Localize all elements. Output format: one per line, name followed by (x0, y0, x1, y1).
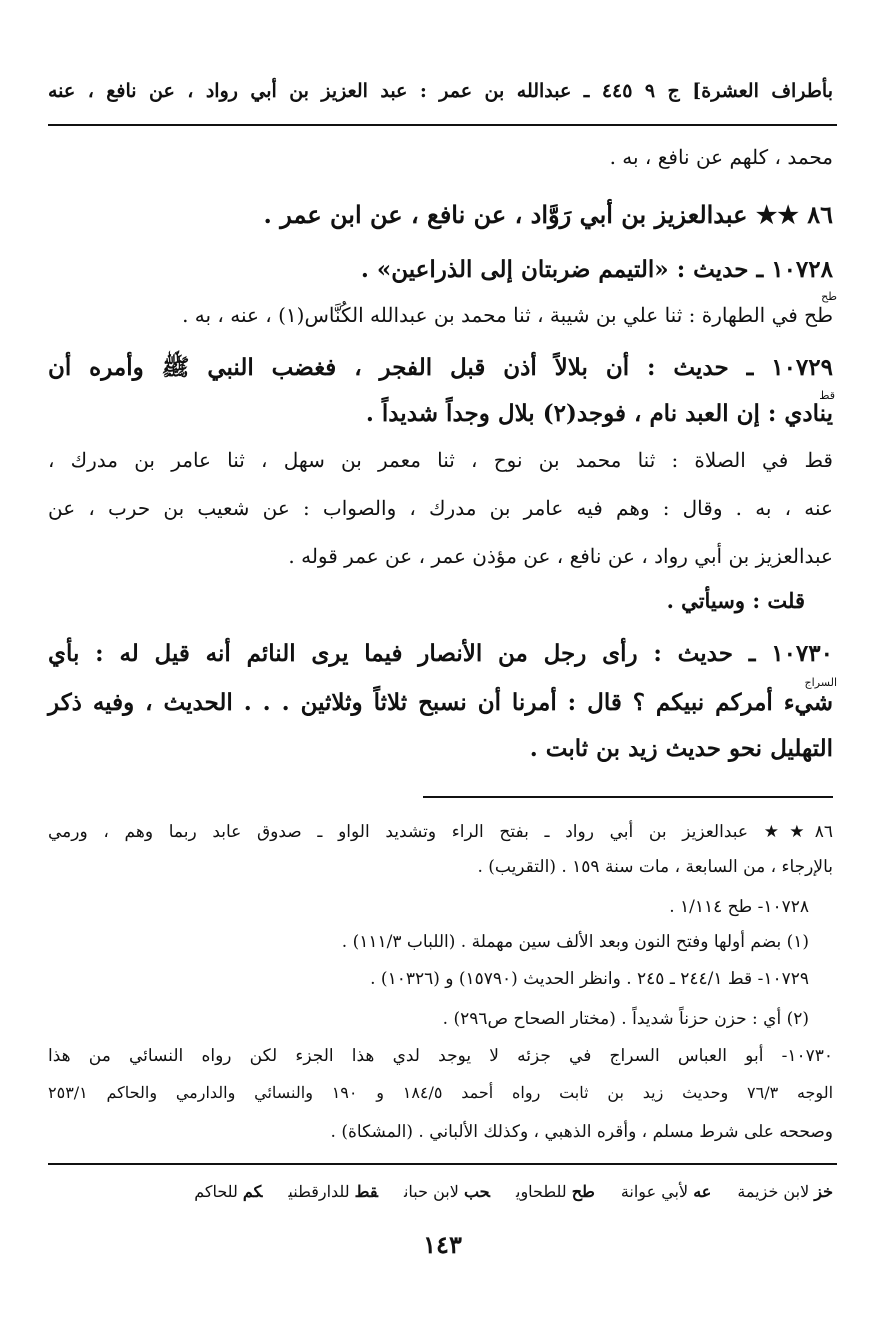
footer-rule (48, 1163, 837, 1165)
abbreviation-abu-awana: عه لأبي عوانة (620, 1182, 712, 1201)
margin-siglum: قط (819, 389, 835, 402)
hadith-text: شيء أمركم نبيكم ؟ قال : أمرنا أن نسبح ثلاثاً وثلاثين . . . الحديث ، وفيه ذكر (48, 689, 833, 716)
hadith-text: التهليل نحو حديث زيد بن ثابت . (529, 735, 833, 762)
hadith-heading: ١٠٧٢٨ ـ حديث : «التيمم ضربتان إلى الذراعين» . (360, 256, 833, 283)
footnote-line: ١٠٧٢٩- قط ٢٤٤/١ ـ ٢٤٥ . وانظر الحديث (١٥٧٩٠) و (١٠٣٢٦) . (370, 969, 809, 989)
abbreviation-ibn-hibban: حب لابن حبان (403, 1182, 490, 1201)
header-rule (48, 124, 837, 126)
narrator-heading: ٨٦ ★★ عبدالعزيز بن أبي رَوَّاد ، عن نافع ، عن ابن عمر . (263, 200, 833, 229)
body-line: قط في الصلاة : ثنا محمد بن نوح ، ثنا معمر بن سهل ، ثنا عامر بن مدرك ، (48, 448, 833, 472)
body-line: عنه ، به . وقال : وهم فيه عامر بن مدرك ، والصواب : عن شعيب بن حرب ، عن (48, 496, 833, 520)
running-header: بأطراف العشرة] ج ٩ ٤٤٥ ـ عبدالله بن عمر : عبد العزيز بن أبي رواد ، عن نافع ، عنه (48, 80, 833, 102)
footnote-line: ١٠٧٣٠- أبو العباس السراج في جزئه لا يوجد لدي هذا الجزء لكن رواه النسائي من هذا (48, 1046, 833, 1066)
body-line: قلت : وسيأتي . (666, 588, 805, 613)
margin-siglum: السراج (804, 676, 837, 689)
footnote-line: (١) بضم أولها وفتح النون وبعد الألف سين مهملة . (اللباب ١١١/٣) . (341, 932, 809, 952)
footnote-line: الوجه ٧٦/٣ وحديث زيد بن ثابت رواه أحمد ١٨٤/٥ و ١٩٠ والنسائي والدارمي والحاكم ٢٥٣/١ (48, 1083, 834, 1102)
abbreviation-tahawi: طح للطحاوي (515, 1182, 595, 1201)
abbreviation-key (48, 1182, 833, 1201)
hadith-heading: ١٠٧٢٩ ـ حديث : أن بلالاً أذن قبل الفجر ، فغضب النبي ﷺ وأمره أن (48, 354, 833, 381)
footnote-line: (٢) أي : حزن حزناً شديداً . (مختار الصحاح ص٢٩٦) . (442, 1009, 809, 1029)
hadith-heading: ١٠٧٣٠ ـ حديث : رأى رجل من الأنصار فيما يرى النائم أنه قيل له : بأي (48, 640, 833, 667)
footnote-line: بالإرجاء ، من السابعة ، مات سنة ١٥٩ . (التقريب) . (477, 857, 833, 877)
margin-siglum: طح (821, 290, 837, 303)
abbreviation-daraqutni: قط للدارقطني (288, 1182, 378, 1201)
hadith-text: ينادي : إن العبد نام ، فوجد(٢) بلال وجداً شديداً . (365, 400, 833, 427)
abbreviation-hakim: كم للحاكم (194, 1182, 263, 1201)
abbreviation-ibn-khuzayma: خز لابن خزيمة (737, 1182, 833, 1201)
footnote-separator (423, 796, 833, 798)
footnote-line: ٨٦★★ عبدالعزيز بن أبي رواد ـ بفتح الراء وتشديد الواو ـ صدوق عابد ربما وهم ، ورمي (48, 822, 833, 842)
footnote-line: ١٠٧٢٨- طح ١/١١٤ . (669, 897, 809, 917)
body-line: عبدالعزيز بن أبي رواد ، عن نافع ، عن مؤذن عمر ، عن عمر قوله . (288, 544, 833, 568)
body-line: محمد ، كلهم عن نافع ، به . (609, 145, 833, 169)
footnote-line: وصححه على شرط مسلم ، وأقره الذهبي ، وكذلك الألباني . (المشكاة) . (330, 1122, 833, 1142)
page-number: ١٤٣ (423, 1230, 462, 1259)
body-line: طح في الطهارة : ثنا علي بن شيبة ، ثنا محمد بن عبدالله الكُنَّاس(١) ، عنه ، به . (182, 303, 833, 327)
